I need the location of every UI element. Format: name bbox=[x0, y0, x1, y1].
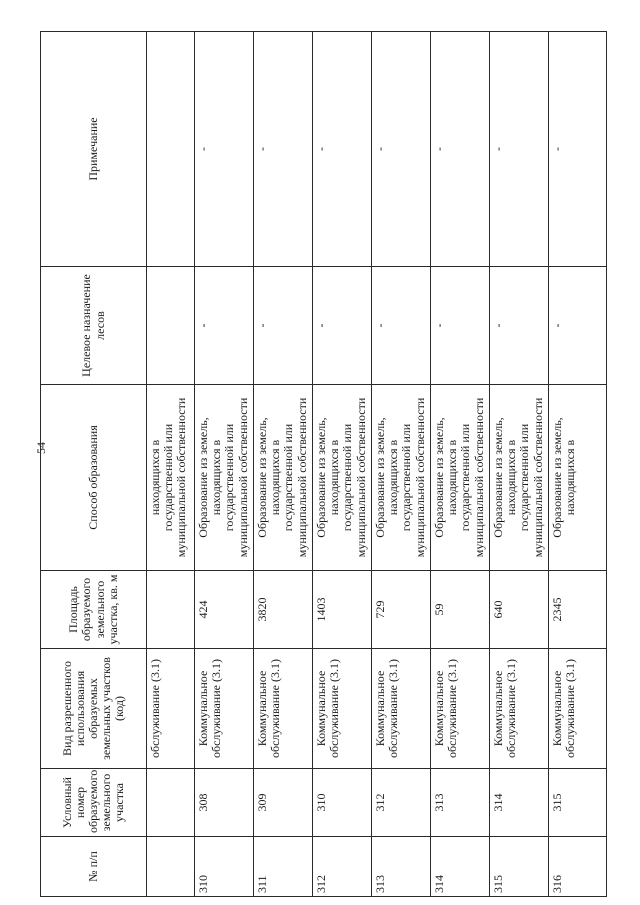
permitted-use-line: обслуживание (3.1) bbox=[504, 659, 519, 758]
cell-permitted-use bbox=[313, 649, 372, 769]
cell-permitted-use bbox=[195, 649, 254, 769]
formation-method-line: муниципальной собственности bbox=[471, 397, 486, 558]
cell-permitted-use: обслуживание (3.1) bbox=[147, 649, 195, 769]
cell-conditional-number: 315 bbox=[549, 769, 607, 837]
cell-note: - bbox=[313, 32, 372, 267]
formation-method-line: муниципальной собственности bbox=[353, 397, 368, 558]
table-row bbox=[490, 32, 549, 897]
cell-forest-purpose: - bbox=[431, 267, 490, 385]
cell-formation-method bbox=[195, 385, 254, 571]
permitted-use-line: Коммунальное bbox=[255, 670, 269, 747]
permitted-use-line: Коммунальное bbox=[491, 670, 505, 747]
cell-conditional-number: 313 bbox=[431, 769, 490, 837]
permitted-use-line: обслуживание (3.1) bbox=[209, 659, 224, 758]
cell-forest-purpose: - bbox=[254, 267, 313, 385]
formation-method-line: Образование из земель, bbox=[196, 417, 210, 538]
formation-method-line: государственной или bbox=[458, 423, 473, 532]
permitted-use-line: обслуживание (3.1) bbox=[268, 659, 283, 758]
formation-method-line: муниципальной собственности bbox=[530, 397, 545, 558]
cell-permitted-use bbox=[490, 649, 549, 769]
formation-method-line: находящихся в bbox=[386, 439, 401, 516]
page-number: 54 bbox=[34, 442, 48, 454]
formation-method-line: муниципальной собственности bbox=[412, 397, 427, 558]
permitted-use-line: Коммунальное bbox=[550, 670, 564, 747]
cell-conditional-number: 312 bbox=[372, 769, 431, 837]
permitted-use-line: обслуживание (3.1) bbox=[386, 659, 401, 758]
cell-conditional-number bbox=[147, 769, 195, 837]
permitted-use-line: обслуживание (3.1) bbox=[327, 659, 342, 758]
formation-method-line: находящихся в bbox=[209, 439, 224, 516]
cell-number: 311 bbox=[254, 837, 313, 897]
formation-method-line: государственной или bbox=[281, 423, 296, 532]
table-row bbox=[372, 32, 431, 897]
table-row bbox=[549, 32, 607, 897]
formation-method-line: Образование из земель, bbox=[373, 417, 387, 538]
cell-note: - bbox=[372, 32, 431, 267]
cell-number: 314 bbox=[431, 837, 490, 897]
cell-forest-purpose: - bbox=[195, 267, 254, 385]
cell-area bbox=[147, 571, 195, 649]
cell-forest-purpose: - bbox=[490, 267, 549, 385]
formation-method-line: находящихся в bbox=[563, 439, 578, 516]
header-conditional-number: Условный номер образуемого земельного участка bbox=[41, 769, 147, 837]
formation-method-line: государственной или bbox=[517, 423, 532, 532]
cell-formation-method bbox=[313, 385, 372, 571]
table-row-continuation bbox=[147, 32, 195, 897]
cell-forest-purpose: - bbox=[372, 267, 431, 385]
table-row bbox=[313, 32, 372, 897]
cell-conditional-number: 310 bbox=[313, 769, 372, 837]
method-line: государственной или bbox=[161, 423, 176, 532]
formation-method-line: Образование из земель, bbox=[255, 417, 269, 538]
formation-method-line: государственной или bbox=[340, 423, 355, 532]
land-plots-table bbox=[40, 31, 607, 897]
table-row bbox=[254, 32, 313, 897]
table-container bbox=[40, 32, 578, 897]
cell-area: 2345 bbox=[549, 571, 607, 649]
method-line: муниципальной собственности bbox=[174, 397, 189, 558]
cell-note: - bbox=[254, 32, 313, 267]
permitted-use-line: Коммунальное bbox=[373, 670, 387, 747]
header-permitted-use: Вид разрешенного использования образуемых земельных участков (код) bbox=[41, 649, 147, 769]
formation-method-line: Образование из земель, bbox=[432, 417, 446, 538]
header-number: № п/п bbox=[41, 837, 147, 897]
formation-method-line: Образование из земель, bbox=[491, 417, 505, 538]
cell-area: 59 bbox=[431, 571, 490, 649]
formation-method-line: Образование из земель, bbox=[314, 417, 328, 538]
formation-method-line: государственной или bbox=[399, 423, 414, 532]
rotated-table-frame bbox=[40, 32, 578, 897]
cell-conditional-number: 314 bbox=[490, 769, 549, 837]
formation-method-line: находящихся в bbox=[445, 439, 460, 516]
formation-method-line: муниципальной собственности bbox=[235, 397, 250, 558]
cell-formation-method bbox=[431, 385, 490, 571]
cell-forest-purpose: - bbox=[313, 267, 372, 385]
formation-method-line: находящихся в bbox=[268, 439, 283, 516]
cell-conditional-number: 309 bbox=[254, 769, 313, 837]
formation-method-line: находящихся в bbox=[327, 439, 342, 516]
cell-formation-method bbox=[147, 385, 195, 571]
cell-number: 313 bbox=[372, 837, 431, 897]
cell-conditional-number: 308 bbox=[195, 769, 254, 837]
header-formation-method: Способ образования bbox=[41, 385, 147, 571]
cell-number: 312 bbox=[313, 837, 372, 897]
cell-permitted-use bbox=[431, 649, 490, 769]
cell-area: 1403 bbox=[313, 571, 372, 649]
cell-note: - bbox=[195, 32, 254, 267]
cell-area: 729 bbox=[372, 571, 431, 649]
cell-formation-method bbox=[254, 385, 313, 571]
cell-number bbox=[147, 837, 195, 897]
permitted-use-line: обслуживание (3.1) bbox=[445, 659, 460, 758]
cell-note bbox=[147, 32, 195, 267]
cell-permitted-use bbox=[372, 649, 431, 769]
table-header-row bbox=[41, 32, 147, 897]
cell-area: 3820 bbox=[254, 571, 313, 649]
permitted-use-line: обслуживание (3.1) bbox=[563, 659, 578, 758]
permitted-use-line: Коммунальное bbox=[196, 670, 210, 747]
cell-number: 310 bbox=[195, 837, 254, 897]
header-area: Площадь образуемого земельного участка, кв. м bbox=[41, 571, 147, 649]
method-line: находящихся в bbox=[148, 439, 162, 516]
cell-area: 640 bbox=[490, 571, 549, 649]
cell-number: 316 bbox=[549, 837, 607, 897]
formation-method-line: муниципальной собственности bbox=[294, 397, 309, 558]
formation-method-line: Образование из земель, bbox=[550, 417, 564, 538]
cell-note: - bbox=[549, 32, 607, 267]
cell-forest-purpose: - bbox=[549, 267, 607, 385]
permitted-use-line: Коммунальное bbox=[432, 670, 446, 747]
cell-note: - bbox=[490, 32, 549, 267]
cell-number: 315 bbox=[490, 837, 549, 897]
header-forest-purpose: Целевое назначение лесов bbox=[41, 267, 147, 385]
header-note: Примечание bbox=[41, 32, 147, 267]
formation-method-line: находящихся в bbox=[504, 439, 519, 516]
table-body bbox=[147, 32, 607, 897]
cell-formation-method bbox=[549, 385, 607, 571]
cell-formation-method bbox=[372, 385, 431, 571]
cell-note: - bbox=[431, 32, 490, 267]
permitted-use-line: Коммунальное bbox=[314, 670, 328, 747]
cell-area: 424 bbox=[195, 571, 254, 649]
cell-permitted-use bbox=[254, 649, 313, 769]
table-row bbox=[195, 32, 254, 897]
cell-formation-method bbox=[490, 385, 549, 571]
formation-method-line: государственной или bbox=[222, 423, 237, 532]
table-row bbox=[431, 32, 490, 897]
cell-forest-purpose bbox=[147, 267, 195, 385]
cell-permitted-use bbox=[549, 649, 607, 769]
